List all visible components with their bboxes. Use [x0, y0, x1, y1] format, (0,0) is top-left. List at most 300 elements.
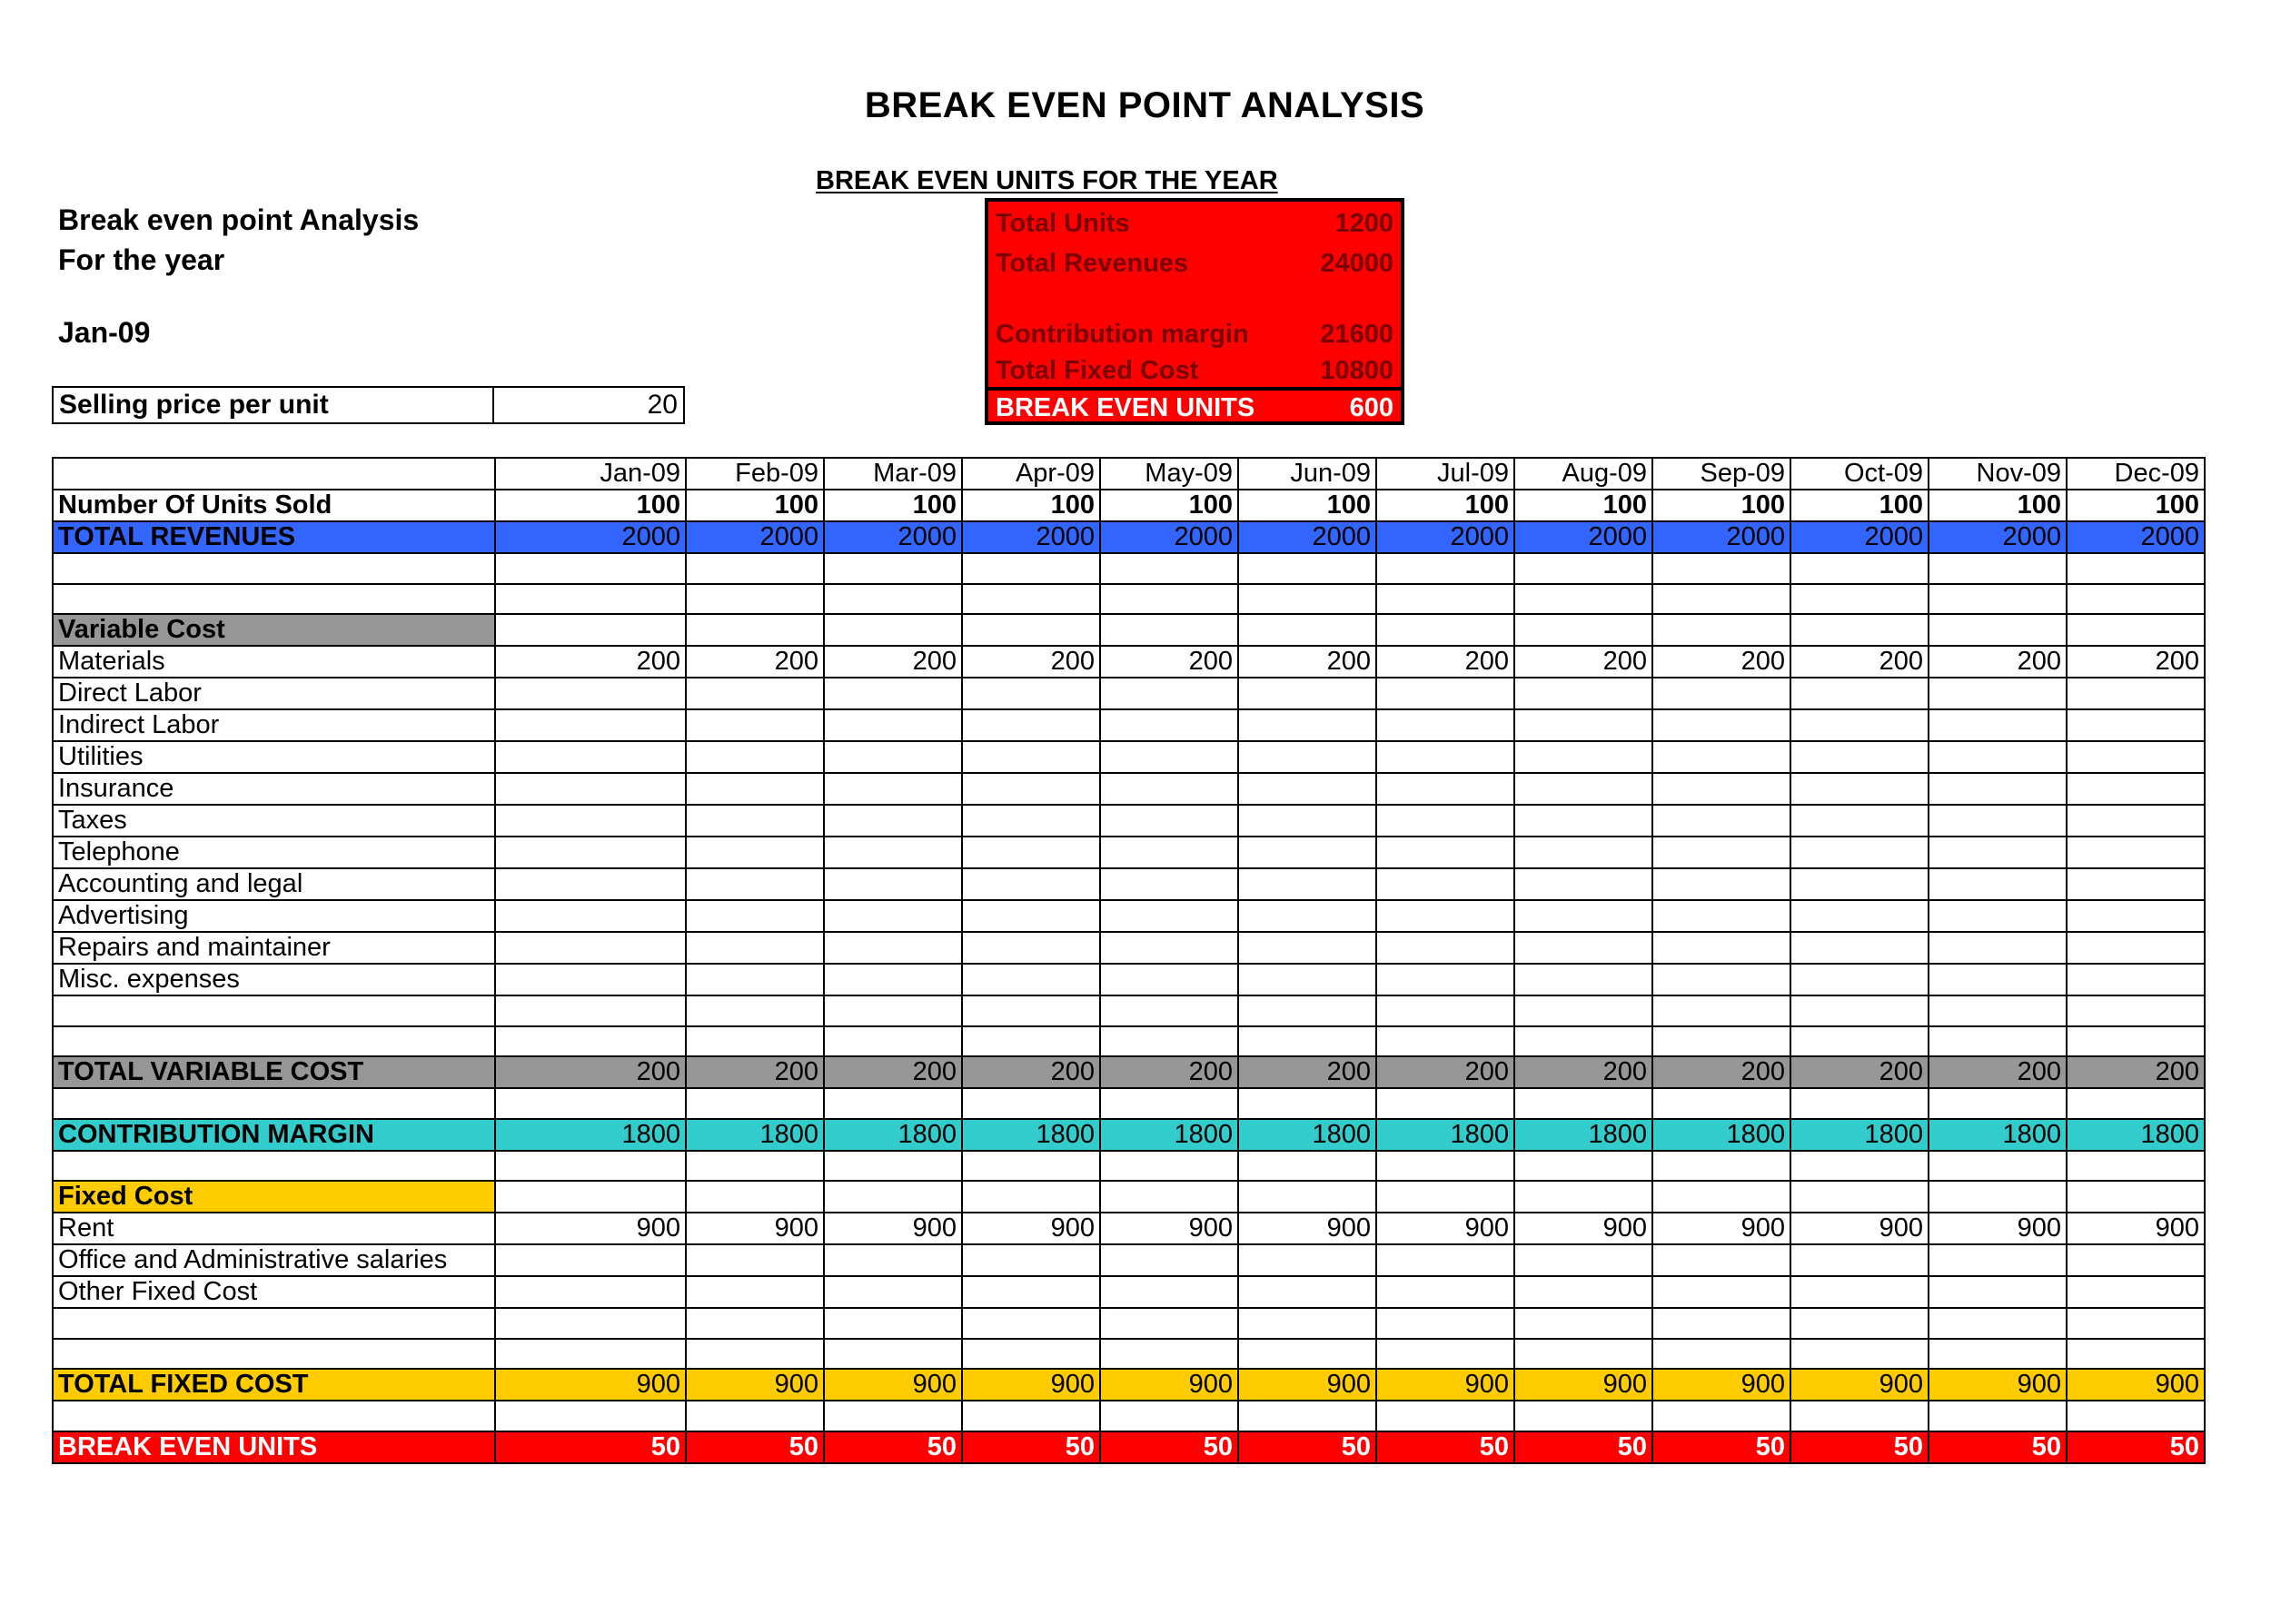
value-cell[interactable] [1652, 868, 1790, 900]
value-cell[interactable]: 100 [495, 490, 686, 521]
value-cell[interactable] [1929, 1181, 2067, 1213]
value-cell[interactable] [1100, 1308, 1238, 1339]
value-cell[interactable]: 100 [686, 490, 824, 521]
value-cell[interactable] [1100, 1276, 1238, 1308]
value-cell[interactable] [1100, 1088, 1238, 1119]
value-cell[interactable]: 2000 [686, 521, 824, 553]
value-cell[interactable]: 200 [1100, 646, 1238, 678]
value-cell[interactable] [686, 837, 824, 868]
value-cell[interactable] [1790, 1026, 1929, 1057]
value-cell[interactable] [1100, 805, 1238, 837]
value-cell[interactable] [1652, 773, 1790, 805]
value-cell[interactable]: 2000 [1652, 521, 1790, 553]
value-cell[interactable] [1376, 805, 1514, 837]
value-cell[interactable] [824, 709, 962, 741]
value-cell[interactable] [495, 805, 686, 837]
value-cell[interactable]: 2000 [1514, 521, 1652, 553]
value-cell[interactable]: 2000 [1100, 521, 1238, 553]
value-cell[interactable]: 1800 [1100, 1119, 1238, 1151]
value-cell[interactable] [1790, 1181, 1929, 1213]
value-cell[interactable] [1100, 932, 1238, 964]
value-cell[interactable] [1238, 837, 1376, 868]
value-cell[interactable] [1790, 995, 1929, 1026]
value-cell[interactable] [1376, 1026, 1514, 1057]
value-cell[interactable]: 900 [686, 1213, 824, 1244]
value-cell[interactable]: 900 [962, 1369, 1100, 1401]
value-cell[interactable] [824, 678, 962, 709]
value-cell[interactable] [1929, 964, 2067, 995]
value-cell[interactable]: 100 [1376, 490, 1514, 521]
month-header[interactable]: Aug-09 [1514, 458, 1652, 490]
value-cell[interactable] [686, 995, 824, 1026]
value-cell[interactable] [824, 837, 962, 868]
value-cell[interactable] [1238, 1339, 1376, 1370]
value-cell[interactable] [1238, 805, 1376, 837]
value-cell[interactable] [495, 1276, 686, 1308]
month-header[interactable]: Oct-09 [1790, 458, 1929, 490]
value-cell[interactable] [1929, 614, 2067, 646]
value-cell[interactable] [1929, 773, 2067, 805]
value-cell[interactable] [686, 805, 824, 837]
value-cell[interactable] [1790, 709, 1929, 741]
value-cell[interactable] [1514, 805, 1652, 837]
value-cell[interactable] [1929, 1401, 2067, 1431]
value-cell[interactable] [962, 1088, 1100, 1119]
value-cell[interactable]: 200 [495, 1056, 686, 1088]
value-cell[interactable] [1376, 995, 1514, 1026]
value-cell[interactable] [1929, 1026, 2067, 1057]
value-cell[interactable]: 1800 [686, 1119, 824, 1151]
value-cell[interactable] [495, 584, 686, 615]
value-cell[interactable] [2067, 868, 2205, 900]
month-header[interactable]: Jun-09 [1238, 458, 1376, 490]
value-cell[interactable]: 50 [962, 1431, 1100, 1463]
value-cell[interactable] [495, 1244, 686, 1276]
value-cell[interactable] [1238, 1401, 1376, 1431]
value-cell[interactable]: 200 [1376, 646, 1514, 678]
value-cell[interactable]: 900 [686, 1369, 824, 1401]
value-cell[interactable] [1652, 1339, 1790, 1370]
value-cell[interactable]: 900 [1100, 1369, 1238, 1401]
value-cell[interactable] [1790, 1244, 1929, 1276]
month-header[interactable]: May-09 [1100, 458, 1238, 490]
selling-price-value[interactable]: 20 [494, 386, 685, 424]
value-cell[interactable] [962, 1244, 1100, 1276]
value-cell[interactable] [1238, 1308, 1376, 1339]
value-cell[interactable] [1238, 709, 1376, 741]
value-cell[interactable] [1929, 868, 2067, 900]
value-cell[interactable] [2067, 1244, 2205, 1276]
value-cell[interactable]: 100 [1238, 490, 1376, 521]
value-cell[interactable]: 900 [824, 1213, 962, 1244]
value-cell[interactable] [686, 773, 824, 805]
value-cell[interactable]: 100 [1100, 490, 1238, 521]
value-cell[interactable] [1790, 773, 1929, 805]
value-cell[interactable] [686, 964, 824, 995]
value-cell[interactable] [1514, 1339, 1652, 1370]
value-cell[interactable] [824, 1401, 962, 1431]
value-cell[interactable] [2067, 1026, 2205, 1057]
value-cell[interactable] [2067, 1276, 2205, 1308]
value-cell[interactable]: 900 [1929, 1369, 2067, 1401]
value-cell[interactable] [1652, 932, 1790, 964]
value-cell[interactable] [1652, 1151, 1790, 1182]
value-cell[interactable] [686, 1151, 824, 1182]
value-cell[interactable] [824, 1151, 962, 1182]
value-cell[interactable] [686, 614, 824, 646]
value-cell[interactable] [1929, 995, 2067, 1026]
value-cell[interactable] [962, 1308, 1100, 1339]
value-cell[interactable] [2067, 995, 2205, 1026]
value-cell[interactable] [1929, 805, 2067, 837]
value-cell[interactable] [1790, 837, 1929, 868]
value-cell[interactable] [962, 553, 1100, 584]
value-cell[interactable] [2067, 1308, 2205, 1339]
value-cell[interactable] [495, 1401, 686, 1431]
value-cell[interactable]: 1800 [1376, 1119, 1514, 1151]
value-cell[interactable] [1238, 584, 1376, 615]
month-header[interactable]: Jul-09 [1376, 458, 1514, 490]
value-cell[interactable] [495, 773, 686, 805]
value-cell[interactable] [1100, 995, 1238, 1026]
value-cell[interactable] [824, 805, 962, 837]
value-cell[interactable] [1929, 709, 2067, 741]
value-cell[interactable] [495, 709, 686, 741]
value-cell[interactable] [1652, 837, 1790, 868]
value-cell[interactable] [1238, 964, 1376, 995]
value-cell[interactable]: 50 [1100, 1431, 1238, 1463]
value-cell[interactable] [495, 678, 686, 709]
value-cell[interactable] [1929, 932, 2067, 964]
value-cell[interactable]: 900 [495, 1369, 686, 1401]
value-cell[interactable] [1790, 868, 1929, 900]
value-cell[interactable] [1929, 584, 2067, 615]
value-cell[interactable] [1376, 553, 1514, 584]
value-cell[interactable] [962, 584, 1100, 615]
value-cell[interactable] [1376, 900, 1514, 932]
value-cell[interactable] [824, 614, 962, 646]
value-cell[interactable] [2067, 1151, 2205, 1182]
value-cell[interactable] [1238, 995, 1376, 1026]
value-cell[interactable] [2067, 553, 2205, 584]
value-cell[interactable] [1790, 1339, 1929, 1370]
month-header[interactable]: Mar-09 [824, 458, 962, 490]
value-cell[interactable] [824, 584, 962, 615]
value-cell[interactable]: 2000 [1790, 521, 1929, 553]
value-cell[interactable] [1100, 1244, 1238, 1276]
value-cell[interactable] [1652, 678, 1790, 709]
value-cell[interactable] [1514, 964, 1652, 995]
value-cell[interactable] [962, 741, 1100, 773]
value-cell[interactable]: 1800 [495, 1119, 686, 1151]
value-cell[interactable] [2067, 709, 2205, 741]
value-cell[interactable]: 200 [1929, 1056, 2067, 1088]
value-cell[interactable]: 2000 [1376, 521, 1514, 553]
value-cell[interactable] [1514, 1026, 1652, 1057]
value-cell[interactable] [686, 1401, 824, 1431]
value-cell[interactable] [495, 614, 686, 646]
value-cell[interactable] [1238, 1151, 1376, 1182]
value-cell[interactable] [1929, 741, 2067, 773]
value-cell[interactable]: 100 [824, 490, 962, 521]
value-cell[interactable] [686, 709, 824, 741]
value-cell[interactable] [2067, 614, 2205, 646]
value-cell[interactable] [1100, 709, 1238, 741]
value-cell[interactable] [824, 932, 962, 964]
value-cell[interactable] [962, 1276, 1100, 1308]
value-cell[interactable]: 900 [1238, 1369, 1376, 1401]
month-header[interactable]: Apr-09 [962, 458, 1100, 490]
value-cell[interactable] [1238, 900, 1376, 932]
value-cell[interactable] [686, 584, 824, 615]
value-cell[interactable]: 900 [2067, 1369, 2205, 1401]
value-cell[interactable] [2067, 805, 2205, 837]
value-cell[interactable] [1790, 584, 1929, 615]
value-cell[interactable] [1100, 868, 1238, 900]
value-cell[interactable] [686, 1339, 824, 1370]
value-cell[interactable]: 200 [962, 646, 1100, 678]
value-cell[interactable] [824, 553, 962, 584]
value-cell[interactable]: 50 [1238, 1431, 1376, 1463]
value-cell[interactable] [1100, 553, 1238, 584]
value-cell[interactable]: 50 [1514, 1431, 1652, 1463]
value-cell[interactable]: 200 [1238, 646, 1376, 678]
value-cell[interactable] [2067, 837, 2205, 868]
value-cell[interactable] [686, 1308, 824, 1339]
value-cell[interactable]: 900 [1790, 1369, 1929, 1401]
value-cell[interactable] [1100, 1151, 1238, 1182]
value-cell[interactable]: 50 [495, 1431, 686, 1463]
value-cell[interactable] [1376, 1244, 1514, 1276]
value-cell[interactable] [824, 773, 962, 805]
value-cell[interactable] [2067, 932, 2205, 964]
value-cell[interactable] [686, 1244, 824, 1276]
value-cell[interactable]: 100 [1790, 490, 1929, 521]
value-cell[interactable] [686, 932, 824, 964]
value-cell[interactable] [495, 1088, 686, 1119]
value-cell[interactable] [1790, 1401, 1929, 1431]
value-cell[interactable] [1652, 805, 1790, 837]
value-cell[interactable] [1376, 964, 1514, 995]
value-cell[interactable] [962, 995, 1100, 1026]
value-cell[interactable] [495, 1181, 686, 1213]
value-cell[interactable] [1238, 1181, 1376, 1213]
value-cell[interactable]: 200 [1514, 646, 1652, 678]
value-cell[interactable] [1929, 1339, 2067, 1370]
value-cell[interactable]: 200 [1652, 1056, 1790, 1088]
value-cell[interactable] [1100, 741, 1238, 773]
value-cell[interactable] [1652, 1181, 1790, 1213]
value-cell[interactable] [962, 837, 1100, 868]
value-cell[interactable]: 200 [686, 1056, 824, 1088]
value-cell[interactable]: 2000 [2067, 521, 2205, 553]
value-cell[interactable]: 200 [1790, 1056, 1929, 1088]
value-cell[interactable] [962, 1026, 1100, 1057]
value-cell[interactable] [1238, 741, 1376, 773]
value-cell[interactable] [962, 678, 1100, 709]
value-cell[interactable] [1514, 553, 1652, 584]
value-cell[interactable] [2067, 900, 2205, 932]
value-cell[interactable] [1376, 1401, 1514, 1431]
value-cell[interactable] [495, 932, 686, 964]
value-cell[interactable]: 200 [1100, 1056, 1238, 1088]
value-cell[interactable] [1514, 1308, 1652, 1339]
value-cell[interactable] [1929, 678, 2067, 709]
value-cell[interactable] [962, 900, 1100, 932]
value-cell[interactable] [1929, 553, 2067, 584]
value-cell[interactable]: 50 [1929, 1431, 2067, 1463]
value-cell[interactable] [1514, 1244, 1652, 1276]
value-cell[interactable] [1100, 584, 1238, 615]
value-cell[interactable] [1100, 1339, 1238, 1370]
value-cell[interactable] [495, 837, 686, 868]
value-cell[interactable] [1376, 614, 1514, 646]
month-header[interactable]: Nov-09 [1929, 458, 2067, 490]
value-cell[interactable] [1514, 773, 1652, 805]
month-header[interactable]: Jan-09 [495, 458, 686, 490]
value-cell[interactable] [1790, 1308, 1929, 1339]
value-cell[interactable] [1514, 614, 1652, 646]
value-cell[interactable] [1376, 773, 1514, 805]
value-cell[interactable] [2067, 1181, 2205, 1213]
value-cell[interactable] [1652, 614, 1790, 646]
value-cell[interactable] [686, 868, 824, 900]
value-cell[interactable] [1514, 678, 1652, 709]
value-cell[interactable]: 900 [1376, 1369, 1514, 1401]
value-cell[interactable]: 1800 [824, 1119, 962, 1151]
month-header[interactable]: Sep-09 [1652, 458, 1790, 490]
value-cell[interactable]: 200 [2067, 646, 2205, 678]
value-cell[interactable]: 1800 [2067, 1119, 2205, 1151]
value-cell[interactable] [1100, 1026, 1238, 1057]
value-cell[interactable] [1790, 1151, 1929, 1182]
value-cell[interactable]: 1800 [1790, 1119, 1929, 1151]
value-cell[interactable] [1514, 900, 1652, 932]
value-cell[interactable] [1790, 900, 1929, 932]
value-cell[interactable] [495, 868, 686, 900]
value-cell[interactable] [1100, 614, 1238, 646]
value-cell[interactable]: 1800 [962, 1119, 1100, 1151]
value-cell[interactable] [824, 995, 962, 1026]
value-cell[interactable] [1790, 964, 1929, 995]
value-cell[interactable]: 200 [1376, 1056, 1514, 1088]
value-cell[interactable]: 900 [1652, 1369, 1790, 1401]
value-cell[interactable]: 50 [824, 1431, 962, 1463]
value-cell[interactable] [1238, 1088, 1376, 1119]
value-cell[interactable] [1100, 900, 1238, 932]
value-cell[interactable] [1652, 1276, 1790, 1308]
value-cell[interactable]: 200 [824, 1056, 962, 1088]
value-cell[interactable] [495, 1151, 686, 1182]
value-cell[interactable]: 200 [495, 646, 686, 678]
value-cell[interactable]: 2000 [962, 521, 1100, 553]
value-cell[interactable]: 900 [962, 1213, 1100, 1244]
value-cell[interactable]: 900 [1514, 1369, 1652, 1401]
value-cell[interactable]: 2000 [1929, 521, 2067, 553]
value-cell[interactable] [1790, 1276, 1929, 1308]
value-cell[interactable]: 2000 [824, 521, 962, 553]
month-header[interactable]: Feb-09 [686, 458, 824, 490]
value-cell[interactable] [824, 741, 962, 773]
value-cell[interactable] [686, 1276, 824, 1308]
value-cell[interactable] [1652, 709, 1790, 741]
value-cell[interactable] [1238, 553, 1376, 584]
value-cell[interactable] [495, 900, 686, 932]
value-cell[interactable] [1376, 741, 1514, 773]
value-cell[interactable] [962, 1339, 1100, 1370]
value-cell[interactable] [686, 1181, 824, 1213]
value-cell[interactable] [1790, 805, 1929, 837]
value-cell[interactable]: 200 [824, 646, 962, 678]
value-cell[interactable] [1238, 773, 1376, 805]
value-cell[interactable] [2067, 1339, 2205, 1370]
value-cell[interactable] [962, 614, 1100, 646]
value-cell[interactable] [824, 900, 962, 932]
value-cell[interactable] [1929, 837, 2067, 868]
value-cell[interactable] [1238, 1244, 1376, 1276]
value-cell[interactable]: 900 [1376, 1213, 1514, 1244]
value-cell[interactable]: 900 [1929, 1213, 2067, 1244]
value-cell[interactable] [1514, 995, 1652, 1026]
value-cell[interactable] [2067, 678, 2205, 709]
value-cell[interactable]: 200 [2067, 1056, 2205, 1088]
value-cell[interactable]: 50 [2067, 1431, 2205, 1463]
value-cell[interactable] [1238, 678, 1376, 709]
value-cell[interactable] [2067, 1401, 2205, 1431]
value-cell[interactable] [2067, 584, 2205, 615]
value-cell[interactable] [1238, 1026, 1376, 1057]
value-cell[interactable] [1652, 964, 1790, 995]
value-cell[interactable] [824, 868, 962, 900]
value-cell[interactable] [1238, 932, 1376, 964]
value-cell[interactable] [962, 1151, 1100, 1182]
value-cell[interactable] [1238, 1276, 1376, 1308]
value-cell[interactable]: 900 [1652, 1213, 1790, 1244]
value-cell[interactable] [495, 995, 686, 1026]
value-cell[interactable] [962, 964, 1100, 995]
value-cell[interactable] [824, 1339, 962, 1370]
value-cell[interactable] [1652, 1244, 1790, 1276]
value-cell[interactable]: 1800 [1929, 1119, 2067, 1151]
value-cell[interactable]: 200 [686, 646, 824, 678]
value-cell[interactable] [824, 1244, 962, 1276]
value-cell[interactable] [1514, 1088, 1652, 1119]
value-cell[interactable]: 900 [824, 1369, 962, 1401]
value-cell[interactable] [1376, 709, 1514, 741]
value-cell[interactable]: 50 [1376, 1431, 1514, 1463]
value-cell[interactable] [686, 741, 824, 773]
value-cell[interactable]: 100 [1929, 490, 2067, 521]
value-cell[interactable]: 200 [1238, 1056, 1376, 1088]
value-cell[interactable] [1790, 678, 1929, 709]
value-cell[interactable] [1238, 614, 1376, 646]
value-cell[interactable] [1652, 553, 1790, 584]
value-cell[interactable]: 900 [1238, 1213, 1376, 1244]
value-cell[interactable] [1790, 932, 1929, 964]
value-cell[interactable] [962, 1401, 1100, 1431]
value-cell[interactable] [1376, 584, 1514, 615]
value-cell[interactable]: 900 [1100, 1213, 1238, 1244]
value-cell[interactable]: 50 [686, 1431, 824, 1463]
value-cell[interactable] [1100, 773, 1238, 805]
value-cell[interactable] [495, 741, 686, 773]
value-cell[interactable] [1376, 932, 1514, 964]
value-cell[interactable] [1652, 584, 1790, 615]
value-cell[interactable] [1376, 837, 1514, 868]
value-cell[interactable]: 50 [1652, 1431, 1790, 1463]
value-cell[interactable]: 200 [1790, 646, 1929, 678]
value-cell[interactable] [1652, 1026, 1790, 1057]
